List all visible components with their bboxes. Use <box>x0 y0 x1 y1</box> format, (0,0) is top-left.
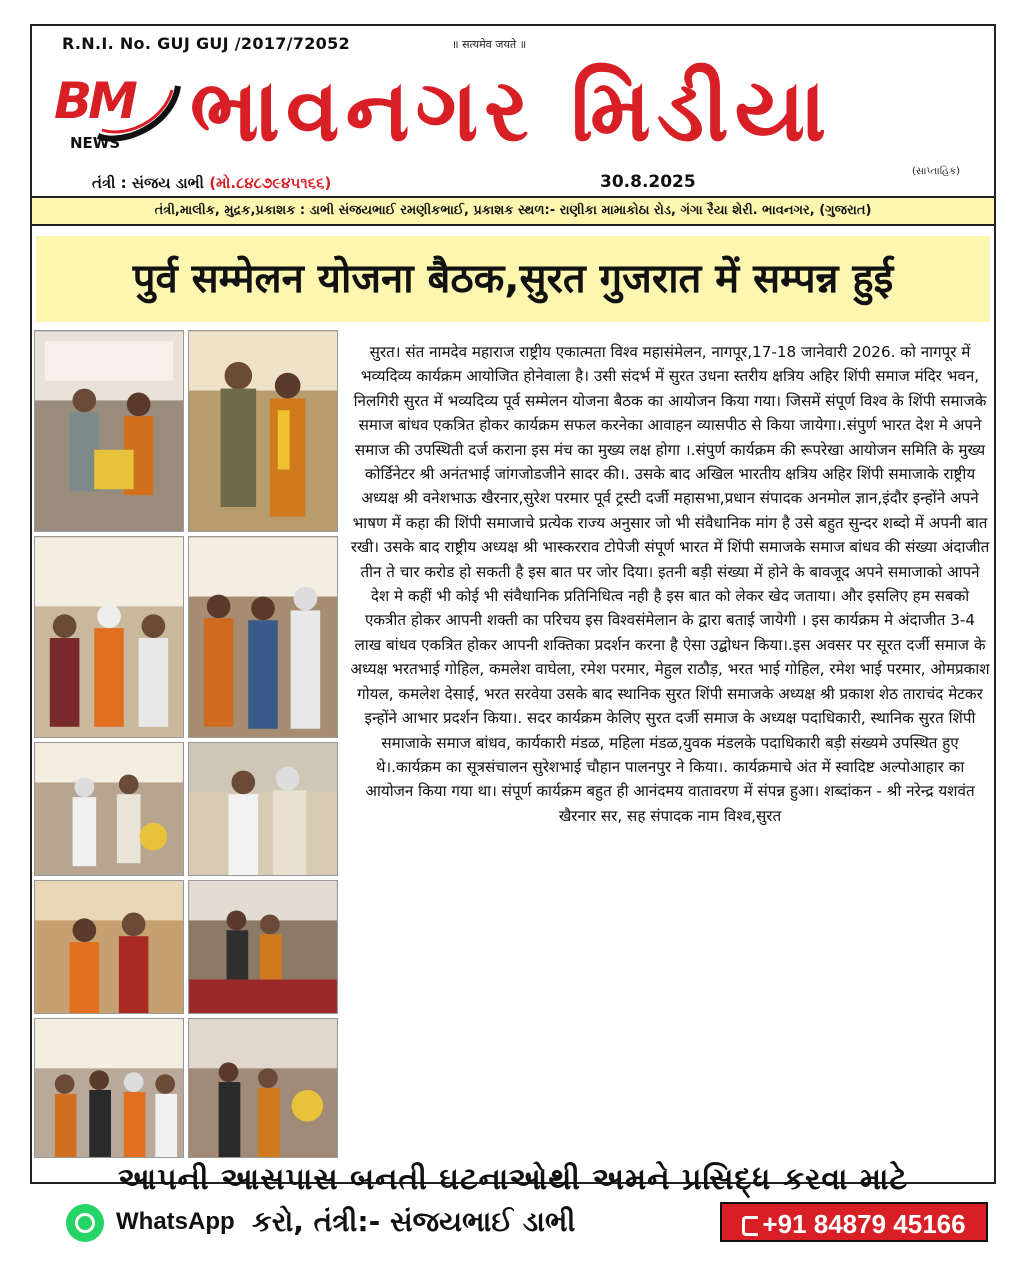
photo-7-figures <box>35 881 183 1013</box>
photo-2 <box>188 330 338 532</box>
editor-mobile: (મો.૮૪૮૭૯૪૫૧૬૬) <box>209 174 332 192</box>
photo-7 <box>34 880 184 1014</box>
logo <box>54 66 184 162</box>
article-body: सुरत। संत नामदेव महाराज राष्ट्रीय एकात्मता विश्व महासंमेलन, नागपूर,17-18 जानेवारी 2026. को नागपूर में भव्यदिव्य कार्यक्रम आयोजित होनेवाला है। उसी संदर्भ में सुरत उधना स्तरीय क्षत्रिय अहिर शिंपी समाज मंदिर भवन, निलगिरी सुरत में भव्यदिव्य पूर्व सम्मेलन योजना बैठक का आयोजन किया गया। जिसमें संपूर्ण विश्व के शिंपी समाजके समाज बांधव एकत्रित होकर कार्यक्रम सफल करनेका आवाहन व्यासपीठ से किया जायेगा।.संपुर्ण भारत देश मे अपने समाज की उपस्थिती दर्ज कराना इस मंच का मुख्य लक्ष होगा ।.संपुर्ण कार्यक्रम की रूपरेखा आयोजन समिति के मुख्य कोर्डिनेटर श्री अनंतभाई जांगजोडजीने सादर की।. उसके बाद अखिल भारतीय क्षत्रिय अहिर शिंपी समाजाके राष्ट्रीय अध्यक्ष श्री वनेशभाऊ खैरनार,सुरेश परमार पूर्व ट्रस्टी दर्जी महासभा,प्रधान संपादक अनमोल ज्ञान,इंदौर इन्होंने अपने भाषण में कहा की शिंपी समाजाचे प्रत्येक राज्य अनुसार जो भी संवैधानिक मांग है उसे बहुत सुन्दर शब्दो में अपनी बात रखी। उसके बाद राष्ट्रीय अध्यक्ष श्री भास्करराव टोपेजी संपूर्ण भारत में शिंपी समाजके समाज बांधव की संख्या अंदाजीत तीन ते चार करोड हो सकती है इस बात पर जोर दिया। इतनी बड़ी संख्या में होने के बावजूद अपने समाजाको आपने देश मे कहीं भी कोई भी संवैधानिक प्रतिनिधित्व नही है इस बात को लेकर खेद जताया। और इसलिए हम सबको एकत्रीत होकर आपनी शक्ती का परिचय इस विश्वसंमेलान के द्वारा बताई जायेगी । इस कार्यक्रम मे अंदाजीत 3-4 लाख बांधव एकत्रित होकर आपनी शक्तिका प्रदर्शन करना है ऐसा उद्बोधन किया।.इस अवसर पर सूरत दर्जी समाज के अध्यक्ष भरतभाई गोहिल, कमलेश वाघेला, रमेश परमार, मेहुल राठौड़, भरत भाई गोहिल, रमेश भाई परमार, ओमप्रकाश गोयल, कमलेश देसाई, भरत सरवेया उसके बाद स्थानिक सुरत शिंपी समाजके अध्यक्ष श्री प्रकाश शेठ ताराचंद मेटकर इन्होंने आभार प्रदर्शन किया।. सदर कार्यक्रम केलिए सुरत दर्जी समाज के अध्यक्ष पदाधिकारी, स्थानिक सुरत शिंपी समाजाके समाज बांधव, कार्यकारी मंडळ, महिला मंडळ,युवक मंडलके पदाधिकारी बड़ी संख्यमे उपस्थित हुए थे।.कार्यक्रम का सूत्रसंचालन सुरेशभाई चौहान पालनपुर ने किया।. कार्यक्रमाचे अंत में स्वादिष्ट अल्पोआहार का आयोजन किया गया था। संपूर्ण कार्यक्रम बहुत ही आनंदमय वातावरण में संपन्न हुआ। शब्दांकन - श्री नरेन्द्र यशवंत खैरनार सर, सह संपादक नाम विश्व,सुरत <box>350 343 990 825</box>
issue-date: 30.8.2025 <box>600 172 696 192</box>
whatsapp-icon[interactable] <box>66 1204 104 1242</box>
rni-number: R.N.I. No. GUJ GUJ /2017/72052 <box>62 34 350 53</box>
footer-editor: કરો, તંત્રી:- સંજયભાઈ ડાભી <box>252 1205 576 1238</box>
photo-1-figures <box>35 331 183 531</box>
photo-5 <box>34 742 184 876</box>
photo-9 <box>34 1018 184 1158</box>
publisher-line: તંત્રી,માલીક, મુદ્રક,પ્રકાશક : ડાભી સંજયભાઈ રમણીકભાઈ, પ્રકાશક સ્થળ:- રાણીકા મામાકોઠા રોડ, ગંગા રૈયા શેરી. ભાવનગર, (ગુજરાત) <box>32 196 994 226</box>
headline: पुर्व सम्मेलन योजना बैठक,सुरत गुजरात में सम्पन्न हुई <box>132 256 894 302</box>
headline-band <box>36 236 990 322</box>
editor-name: તંત્રી : સંજય ડાભી <box>92 174 204 192</box>
photo-10-figures <box>189 1019 337 1157</box>
footer-tagline: આપની આસપાસ બનતી ઘટનાઓથી અમને પ્રસિદ્ધ કરવા માટે <box>118 1162 908 1197</box>
masthead-title: ભાવનગર મિડીયા <box>190 61 833 161</box>
phone-badge[interactable] <box>720 1202 988 1242</box>
logo-text: BM <box>54 72 134 130</box>
photo-9-figures <box>35 1019 183 1157</box>
photo-4 <box>188 536 338 738</box>
photo-5-figures <box>35 743 183 875</box>
phone-number: +91 84879 45166 <box>762 1209 966 1239</box>
whatsapp-label: WhatsApp <box>116 1208 235 1235</box>
photo-2-figures <box>189 331 337 531</box>
photo-3 <box>34 536 184 738</box>
phone-icon <box>742 1216 758 1236</box>
weekly-label: (સાપ્તાહિક) <box>912 166 961 177</box>
photo-4-figures <box>189 537 337 737</box>
logo-news: NEWS <box>70 134 121 152</box>
photo-10 <box>188 1018 338 1158</box>
photo-8-figures <box>189 881 337 1013</box>
photo-6-figures <box>189 743 337 875</box>
photo-8 <box>188 880 338 1014</box>
editor-line <box>92 174 331 192</box>
photo-3-figures <box>35 537 183 737</box>
photo-1 <box>34 330 184 532</box>
photo-collage <box>34 330 344 1158</box>
motto: ॥ सत्यमेव जयते ॥ <box>452 38 527 51</box>
photo-6 <box>188 742 338 876</box>
